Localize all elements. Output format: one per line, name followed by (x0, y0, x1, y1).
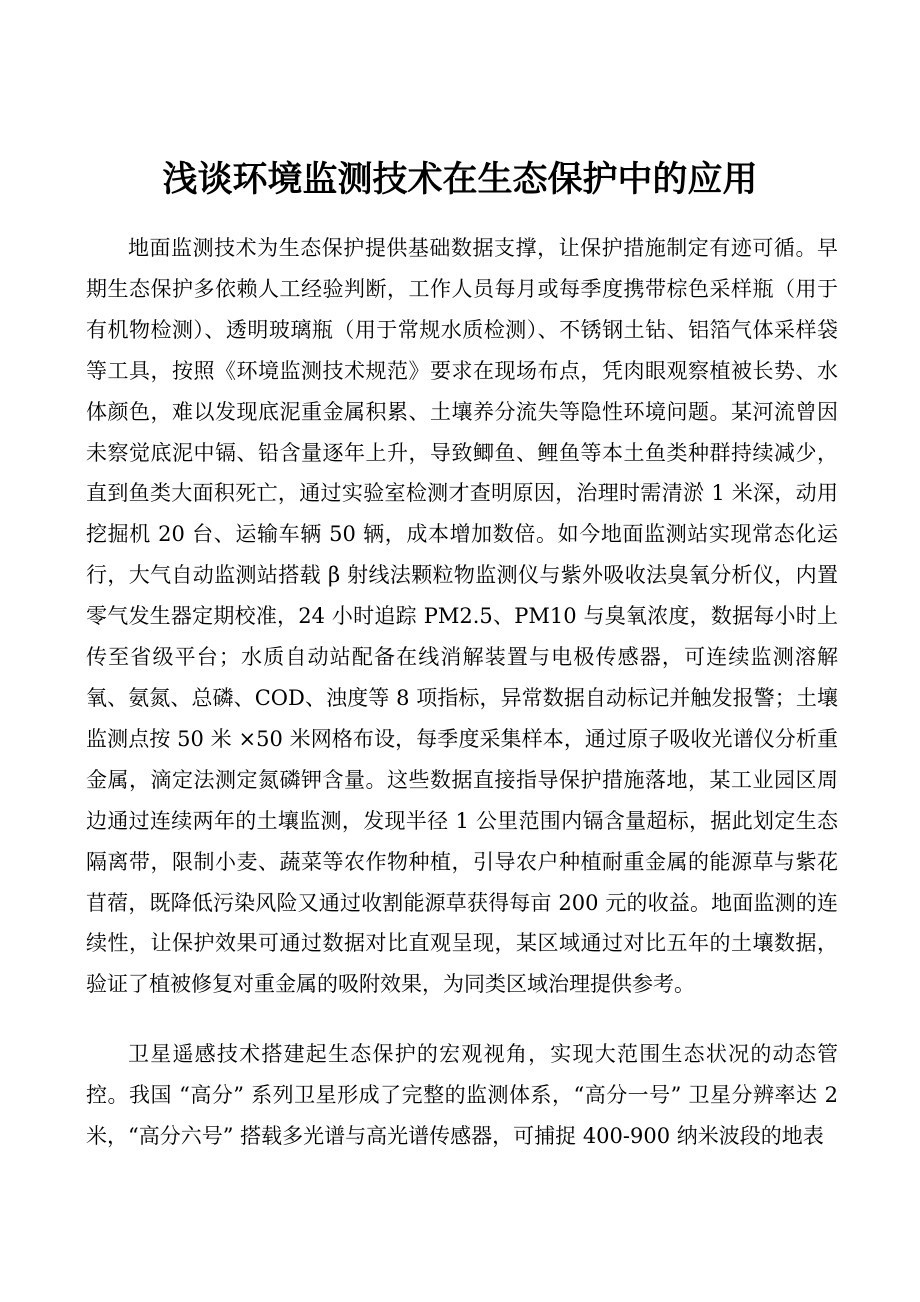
body-section-2 (86, 1034, 838, 1157)
body-section-1 (86, 228, 838, 1005)
paragraph-satellite-remote-sensing: 卫星遥感技术搭建起生态保护的宏观视角，实现大范围生态状况的动态管控。我国 “高分” 系列卫星形成了完整的监测体系，“高分一号” 卫星分辨率达 2 米，“高分六号” 搭载多光谱与高光谱传感器，可捕捉 400-900 纳米波段的地表 (86, 1042, 838, 1148)
paragraph-ground-monitoring: 地面监测技术为生态保护提供基础数据支撑，让保护措施制定有迹可循。早期生态保护多依赖人工经验判断，工作人员每月或每季度携带棕色采样瓶（用于有机物检测）、透明玻璃瓶（用于常规水质检测）、不锈钢土钻、铝箔气体采样袋等工具，按照《环境监测技术规范》要求在现场布点，凭肉眼观察植被长势、水体颜色，难以发现底泥重金属积累、土壤养分流失等隐性环境问题。某河流曾因未察觉底泥中镉、铅含量逐年上升，导致鲫鱼、鲤鱼等本土鱼类种群持续减少，直到鱼类大面积死亡，通过实验室检测才查明原因，治理时需清淤 1 米深，动用挖掘机 20 台、运输车辆 50 辆，成本增加数倍。如今地面监测站实现常态化运行，大气自动监测站搭载 β 射线法颗粒物监测仪与紫外吸收法臭氧分析仪，内置零气发生器定期校准，24 小时追踪 PM2.5、PM10 与臭氧浓度，数据每小时上传至省级平台；水质自动站配备在线消解装置与电极传感器，可连续监测溶解氧、氨氮、总磷、COD、浊度等 8 项指标，异常数据自动标记并触发报警；土壤监测点按 50 米 ×50 米网格布设，每季度采集样本，通过原子吸收光谱仪分析重金属，滴定法测定氮磷钾含量。这些数据直接指导保护措施落地，某工业园区周边通过连续两年的土壤监测，发现半径 1 公里范围内镉含量超标，据此划定生态隔离带，限制小麦、蔬菜等农作物种植，引导农户种植耐重金属的能源草与紫花苜蓿，既降低污染风险又通过收割能源草获得每亩 200 元的收益。地面监测的连续性，让保护效果可通过数据对比直观呈现，某区域通过对比五年的土壤数据，验证了植被修复对重金属的吸附效果，为同类区域治理提供参考。 (86, 236, 838, 997)
document-title: 浅谈环境监测技术在生态保护中的应用 (162, 160, 758, 200)
